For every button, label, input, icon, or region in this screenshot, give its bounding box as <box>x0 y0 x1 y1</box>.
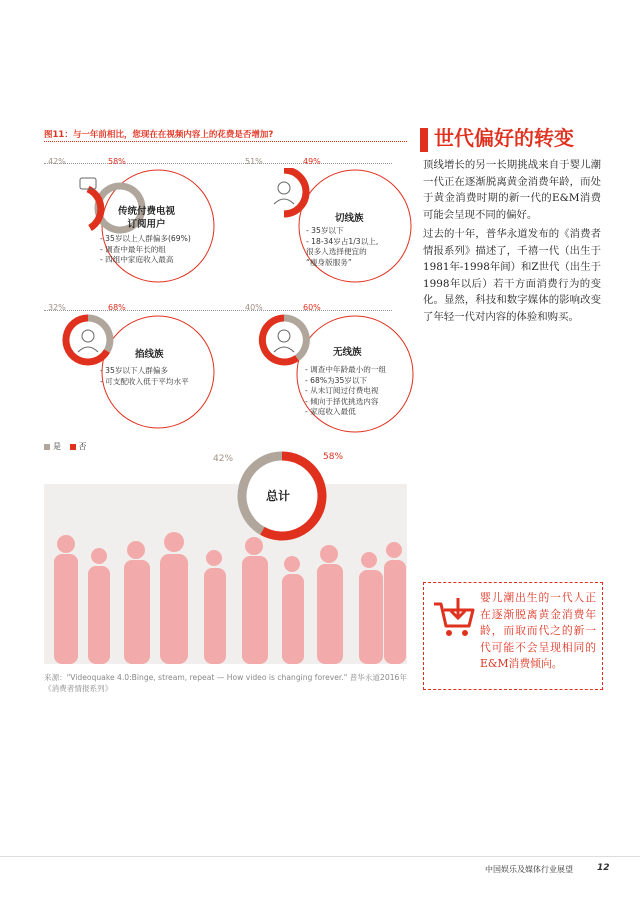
segment-no-pct: 58% <box>108 157 126 166</box>
total-label: 总计 <box>266 489 291 503</box>
crowd-silhouettes <box>44 484 407 664</box>
legend-label-yes: 是 <box>53 442 61 451</box>
list-item: - 家庭收入最低 <box>305 407 356 416</box>
section-paragraph-1: 顶线增长的另一长期挑战来自于婴儿潮一代正在逐渐脱离黄金消费年龄，而处于黄金消费时期的新一代的E&M消费可能会呈现不同的偏好。 <box>423 159 601 221</box>
segment-bullets <box>306 226 378 268</box>
section-accent-bar <box>420 128 428 152</box>
segment-yes-pct: 32% <box>48 303 66 312</box>
segment-bullets <box>100 234 191 266</box>
segment-no-pct: 68% <box>108 303 126 312</box>
segment-yes-pct: 51% <box>245 157 263 166</box>
list-item: - 从未订阅过付费电视 <box>305 386 379 395</box>
list-item: “瘦身版服务” <box>306 257 352 267</box>
list-item: 很多人选择便宜的 <box>306 247 367 256</box>
footer-divider <box>0 856 640 857</box>
segment-yes-pct: 40% <box>245 303 263 312</box>
page-number: 12 <box>597 863 610 873</box>
segment-bullets <box>100 366 189 387</box>
segment-name: 掐线族 <box>135 349 164 360</box>
list-item: - 35岁以下 <box>306 226 344 235</box>
list-item: - 倾向于择优挑选内容 <box>305 396 379 406</box>
segment-divider <box>44 310 392 311</box>
segment-divider <box>44 163 392 164</box>
total-no-pct: 58% <box>323 452 344 462</box>
figure-title: 图11：与一年前相比，您现在在视频内容上的花费是否增加? <box>44 130 274 140</box>
callout-text: 婴儿潮出生的一代人正在逐渐脱离黄金消费年龄，而取而代之的新一代可能不会呈现相同的E&M消费倾向。 <box>480 591 596 670</box>
section-paragraph-2: 过去的十年，普华永道发布的《消费者情报系列》描述了，千禧一代（出生于1981年-1998年间）和Z世代（出生于1998年以后）若干方面消费行为的变化。显然，科技和数字媒体的影响改变了年轻一代对内容的体验和购买。 <box>423 228 601 323</box>
total-yes-pct: 42% <box>213 454 234 464</box>
segment-name: 传统付费电视 订阅用户 <box>118 206 176 230</box>
legend-label-no: 否 <box>78 442 87 451</box>
person-icon <box>278 330 290 342</box>
segment-yes-pct: 42% <box>48 157 66 166</box>
segment-no-pct: 60% <box>303 303 321 312</box>
segment-name: 无线族 <box>333 347 362 358</box>
segment-no-pct: 49% <box>303 157 321 166</box>
list-item: - 18-34岁占1/3以上, <box>306 236 379 246</box>
segment-name: 切线族 <box>335 213 364 224</box>
list-item: - 调查中年龄最小的一组 <box>305 365 387 374</box>
legend-swatch-no <box>70 444 76 450</box>
list-item: - 可支配收入低于平均水平 <box>100 376 189 386</box>
figure-source: 来源："Videoquake 4.0:Binge, stream, repeat — How video is changing forever." 普华永道2016年《消费者情报系列》 <box>44 673 407 693</box>
legend <box>44 441 87 452</box>
list-item: - 调查中最年长的组 <box>100 244 166 254</box>
crowd-image <box>44 484 407 664</box>
list-item: - 四组中家庭收入最高 <box>100 255 174 264</box>
shopping-cart-icon <box>431 596 475 640</box>
person-icon <box>82 330 94 342</box>
footer-title: 中国娱乐及媒体行业展望 <box>485 865 573 874</box>
section-title: 世代偏好的转变 <box>434 126 574 150</box>
list-item: - 35岁以上人群偏多(69%) <box>100 234 191 243</box>
segment-bullets <box>305 365 386 418</box>
person-icon <box>278 182 290 194</box>
list-item: - 68%为35岁以下 <box>305 375 368 385</box>
legend-swatch-yes <box>44 444 50 450</box>
list-item: - 35岁以下人群偏多 <box>100 366 168 375</box>
tv-icon <box>80 178 96 189</box>
figure-title-rule <box>44 141 407 142</box>
